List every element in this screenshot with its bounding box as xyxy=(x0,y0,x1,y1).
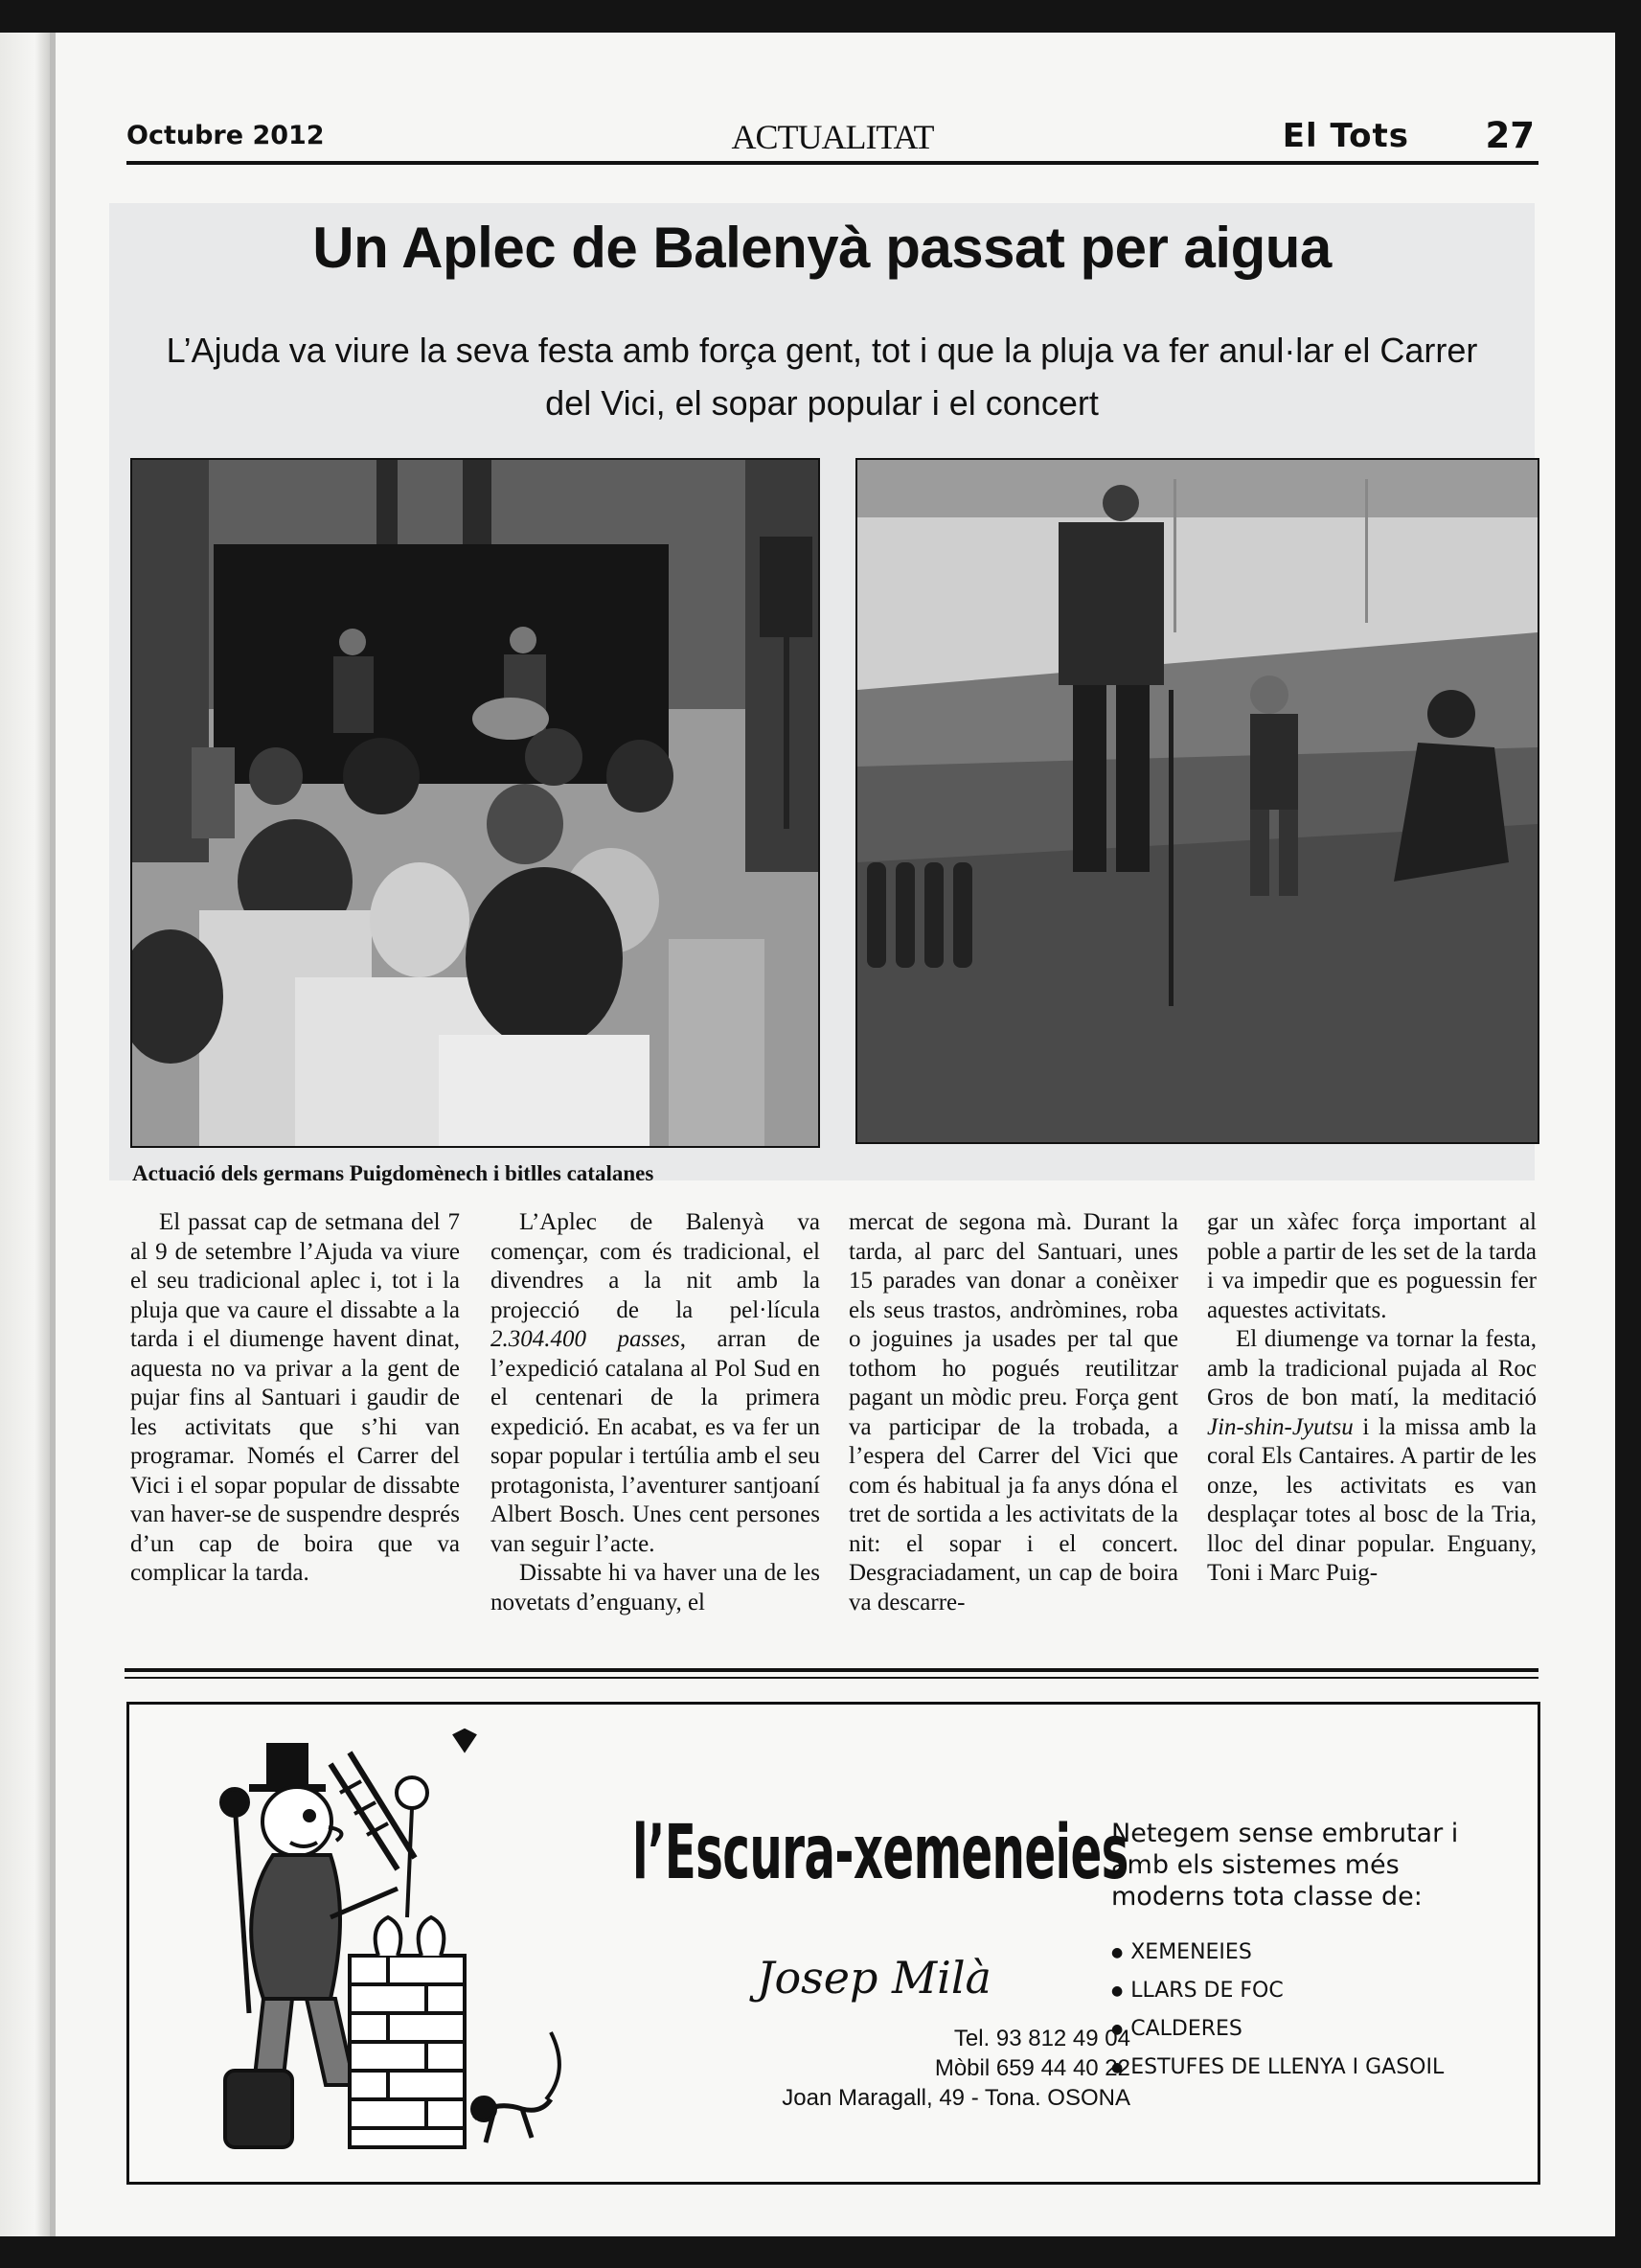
ad-service-item: ● XEMENEIES xyxy=(1111,1935,1514,1973)
ad-phone: Tel. 93 812 49 04 xyxy=(953,2026,1130,2051)
page-number: 27 xyxy=(1485,115,1535,156)
column-2-paragraph-1 xyxy=(490,1208,820,1559)
header-date: Octubre 2012 xyxy=(126,121,325,150)
photo-concert xyxy=(130,458,820,1148)
column-2-text-a: L’Aplec de Balenyà va començar, com és tradicional, el divendres a la nit amb la projecció de la pel·lícula xyxy=(490,1209,820,1323)
article-column-2 xyxy=(490,1208,820,1617)
chimney-sweep-illustration xyxy=(206,1726,580,2166)
column-4-paragraph-2 xyxy=(1207,1325,1537,1589)
column-4-text-b: i la missa amb la coral Els Cantaires. A partir de les onze, les activitats es van desplaçar totes al bosc de la Tria, lloc del dinar popular. Enguany, Toni i Marc Puig- xyxy=(1207,1413,1537,1586)
column-1-paragraph: El passat cap de setmana del 7 al 9 de setembre l’Ajuda va viure el seu tradicional aplec i, tot i la pluja que va caure el dissabte a la tarda i el diumenge havent dinat, aquesta no va privar a la gent de pujar fins al Santuari i gaudir de les activitats que s’hi van programar. Només el Carrer del Vici i el sopar popular de dissabte van haver-se de suspendre després d’un cap de boira que va complicar la tarda. xyxy=(130,1209,460,1586)
section-divider-thin xyxy=(125,1677,1538,1679)
page-edge-left xyxy=(0,33,50,2236)
article-subtitle: L’Ajuda va viure la seva festa amb força gent, tot i que la pluja va fer anul·lar el Carrer del Vici, el sopar popular i el concert xyxy=(166,331,1478,423)
ad-service-item: ● ESTUFES DE LLENYA I GASOIL xyxy=(1111,2050,1514,2088)
photo-concert-image xyxy=(132,460,818,1146)
column-2-text-b: , arran de l’expedició catalana al Pol Sud en el centenari de la primera expedició. En acabat, es va fer un sopar popular i tertúlia amb el seu protagonista, l’aventurer santjoaní Albert Bosch. Unes cent persones van seguir l’acte. xyxy=(490,1326,820,1557)
ad-services-list xyxy=(1111,1935,1514,2088)
article-title: Un Aplec de Balenyà passat per aigua xyxy=(312,216,1332,280)
ad-tagline: Netegem sense embrutar i amb els sistemes més moderns tota classe de: xyxy=(1111,1819,1459,1912)
ad-owner-signature: Josep Milà xyxy=(757,1952,991,2004)
column-2-paragraph-2: Dissabte hi va haver una de les novetats d’enguany, el xyxy=(490,1560,820,1615)
column-3-paragraph: mercat de segona mà. Durant la tarda, al parc del Santuari, unes 15 parades van donar a conèixer els seus trastos, andròmines, roba o joguines ja usades per tal que tothom ho pogués reutilitzar pagant un mòdic preu. Força gent va participar de la trobada, a l’espera del Carrer del Vici que com és habitual ja fa anys dóna el tret de sortida a les activitats de la nit: el sopar i el concert. Desgraciadament, un cap de boira va descarre- xyxy=(849,1209,1178,1615)
ad-address: Joan Maragall, 49 - Tona. OSONA xyxy=(782,2085,1130,2111)
header-section: ACTUALITAT xyxy=(731,118,934,156)
page-spine xyxy=(50,33,56,2236)
article-column-4 xyxy=(1207,1208,1537,1589)
ad-service-item: ● LLARS DE FOC xyxy=(1111,1973,1514,2011)
article-column-3 xyxy=(849,1208,1178,1617)
article-column-1 xyxy=(130,1208,460,1589)
advertisement xyxy=(126,1702,1540,2185)
film-title: 2.304.400 passes xyxy=(490,1326,680,1352)
photo-bitlles xyxy=(855,458,1539,1144)
header-publication: El Tots xyxy=(1282,117,1409,155)
photo-caption: Actuació dels germans Puigdomènech i bitlles catalanes xyxy=(132,1161,654,1185)
meditation-name: Jin-shin-Jyutsu xyxy=(1207,1413,1354,1440)
ad-brand-name: l’Escura-xemeneies xyxy=(632,1810,1128,1896)
column-4-paragraph-1: gar un xàfec força important al poble a partir de les set de la tarda i va impedir que es poguessin fer aquestes activitats. xyxy=(1207,1209,1537,1323)
column-4-text-a: El diumenge va tornar la festa, amb la tradicional pujada al Roc Gros de bon matí, la meditació xyxy=(1207,1326,1537,1410)
page-header xyxy=(126,113,1538,165)
ad-service-item: ● CALDERES xyxy=(1111,2011,1514,2050)
ad-contact-info xyxy=(594,2024,1130,2113)
section-divider xyxy=(125,1668,1538,1672)
photo-bitlles-image xyxy=(857,460,1538,1142)
ad-mobile: Mòbil 659 44 40 22 xyxy=(934,2055,1130,2081)
